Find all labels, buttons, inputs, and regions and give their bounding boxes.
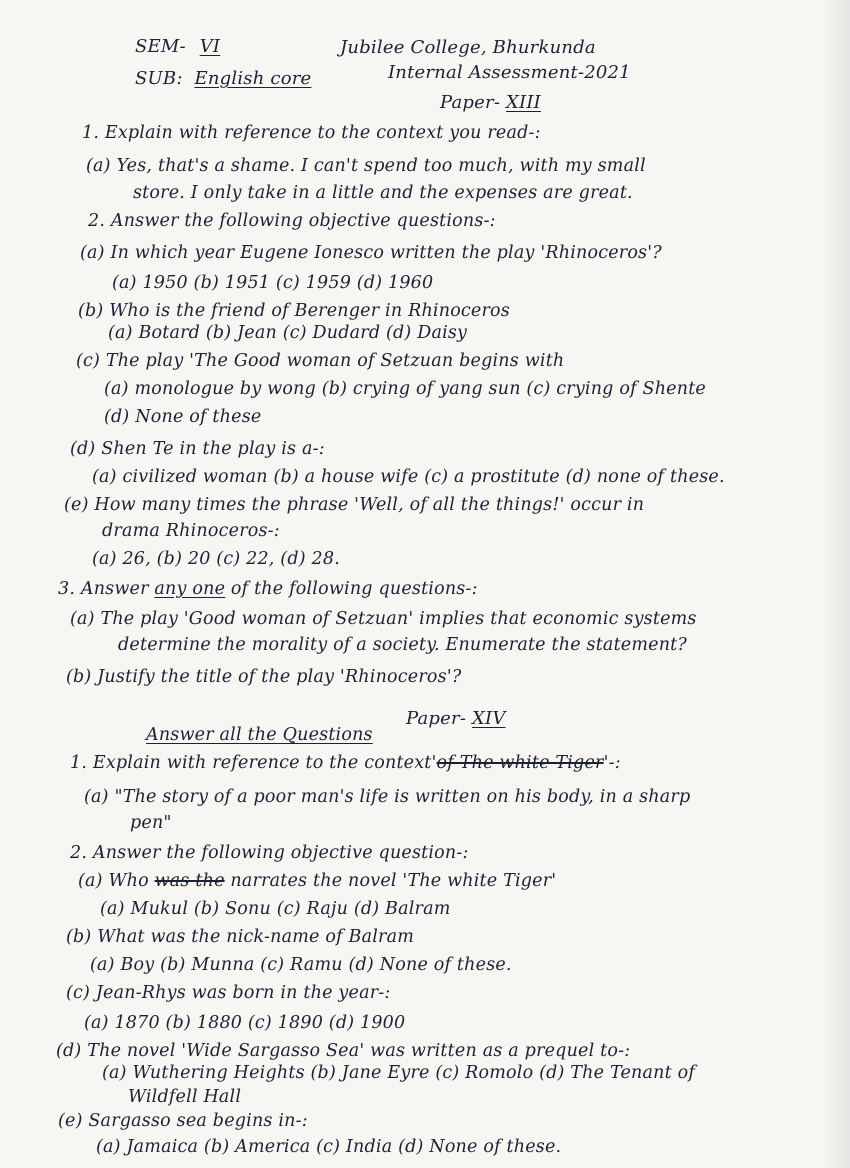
- p13-q2b: (b) Who is the friend of Berenger in Rhinoceros: [78, 301, 510, 321]
- p13-question-3: [58, 578, 478, 600]
- p13-q2a: (a) In which year Eugene Ionesco written the play 'Rhinoceros'?: [80, 243, 662, 263]
- p13-q2e-line2: drama Rhinoceros-:: [102, 521, 280, 541]
- p14-q2d: (d) The novel 'Wide Sargasso Sea' was written as a prequel to-:: [56, 1041, 631, 1061]
- p14-q2b-options: (a) Boy (b) Munna (c) Ramu (d) None of these.: [90, 955, 512, 975]
- sub-label: SUB:: [135, 68, 183, 89]
- sem-value: VI: [199, 36, 221, 57]
- p14-q1a-line1: (a) "The story of a poor man's life is written on his body, in a sharp: [84, 787, 691, 807]
- paper-13-heading: [440, 92, 541, 114]
- p14-q2c: (c) Jean-Rhys was born in the year-:: [66, 983, 391, 1003]
- sem-line: [135, 36, 220, 58]
- paper-13-number: XIII: [506, 92, 541, 113]
- p14-question-1: [70, 752, 621, 774]
- p14-q2a: [78, 870, 556, 892]
- p13-q3-prefix: 3. Answer: [58, 579, 155, 599]
- college-name: Jubilee College, Bhurkunda: [340, 37, 596, 58]
- paper-14-heading: [406, 708, 506, 730]
- p13-q2a-options: (a) 1950 (b) 1951 (c) 1959 (d) 1960: [112, 273, 434, 293]
- p13-q2d: (d) Shen Te in the play is a-:: [70, 439, 325, 459]
- paper-13-label: Paper-: [440, 92, 501, 113]
- p13-q2c-options-1: (a) monologue by wong (b) crying of yang sun (c) crying of Shente: [104, 379, 706, 399]
- p14-q2d-options-2: Wildfell Hall: [128, 1087, 242, 1107]
- sem-label: SEM-: [135, 36, 186, 57]
- p13-q3-suffix: of the following questions-:: [225, 579, 478, 599]
- p14-q2a-suffix: narrates the novel 'The white Tiger': [224, 871, 557, 891]
- p14-q2a-struck-text: was the: [154, 871, 225, 891]
- paper-14-label: Paper-: [406, 708, 467, 729]
- p13-question-1: 1. Explain with reference to the context you read-:: [82, 123, 541, 143]
- p14-q2a-prefix: (a) Who: [78, 871, 155, 891]
- p13-q3a-line1: (a) The play 'Good woman of Setzuan' implies that economic systems: [70, 609, 697, 629]
- p14-q2c-options: (a) 1870 (b) 1880 (c) 1890 (d) 1900: [84, 1013, 406, 1033]
- p13-q1a-line1: (a) Yes, that's a shame. I can't spend too much, with my small: [86, 156, 646, 176]
- p14-q1-suffix: '-:: [603, 753, 621, 773]
- p14-q2d-options-1: (a) Wuthering Heights (b) Jane Eyre (c) Romolo (d) The Tenant of: [102, 1063, 696, 1083]
- p13-q1a-line2: store. I only take in a little and the expenses are great.: [133, 183, 633, 203]
- p14-q2a-options: (a) Mukul (b) Sonu (c) Raju (d) Balram: [100, 899, 451, 919]
- p14-q1-prefix: 1. Explain with reference to the context': [70, 753, 437, 773]
- p14-q2b: (b) What was the nick-name of Balram: [66, 927, 415, 947]
- p14-q2e-options: (a) Jamaica (b) America (c) India (d) None of these.: [96, 1137, 562, 1157]
- p14-instruction: Answer all the Questions: [146, 725, 373, 745]
- p13-q2d-options: (a) civilized woman (b) a house wife (c) a prostitute (d) none of these.: [92, 467, 725, 487]
- p13-q2c-options-2: (d) None of these: [104, 407, 262, 427]
- p14-question-2: 2. Answer the following objective question-:: [70, 843, 469, 863]
- p13-q3-emphasis: any one: [154, 579, 226, 599]
- subject-line: [135, 68, 311, 90]
- p13-q2e-options: (a) 26, (b) 20 (c) 22, (d) 28.: [92, 549, 340, 569]
- p14-q2e: (e) Sargasso sea begins in-:: [58, 1111, 308, 1131]
- assessment-title: Internal Assessment-2021: [388, 62, 631, 83]
- sub-value: English core: [194, 68, 312, 89]
- p13-q2c: (c) The play 'The Good woman of Setzuan begins with: [76, 351, 565, 371]
- p13-question-2: 2. Answer the following objective questions-:: [88, 211, 496, 231]
- p13-q2b-options: (a) Botard (b) Jean (c) Dudard (d) Daisy: [108, 323, 468, 343]
- p14-q1a-line2: pen": [130, 813, 172, 833]
- paper-14-number: XIV: [472, 708, 506, 729]
- p13-q2e-line1: (e) How many times the phrase 'Well, of all the things!' occur in: [64, 495, 645, 515]
- page-edge-shadow: [822, 0, 850, 1168]
- p13-q3b: (b) Justify the title of the play 'Rhinoceros'?: [66, 667, 462, 687]
- p14-q1-struck-text: of The white Tiger: [436, 753, 604, 773]
- p13-q3a-line2: determine the morality of a society. Enumerate the statement?: [118, 635, 687, 655]
